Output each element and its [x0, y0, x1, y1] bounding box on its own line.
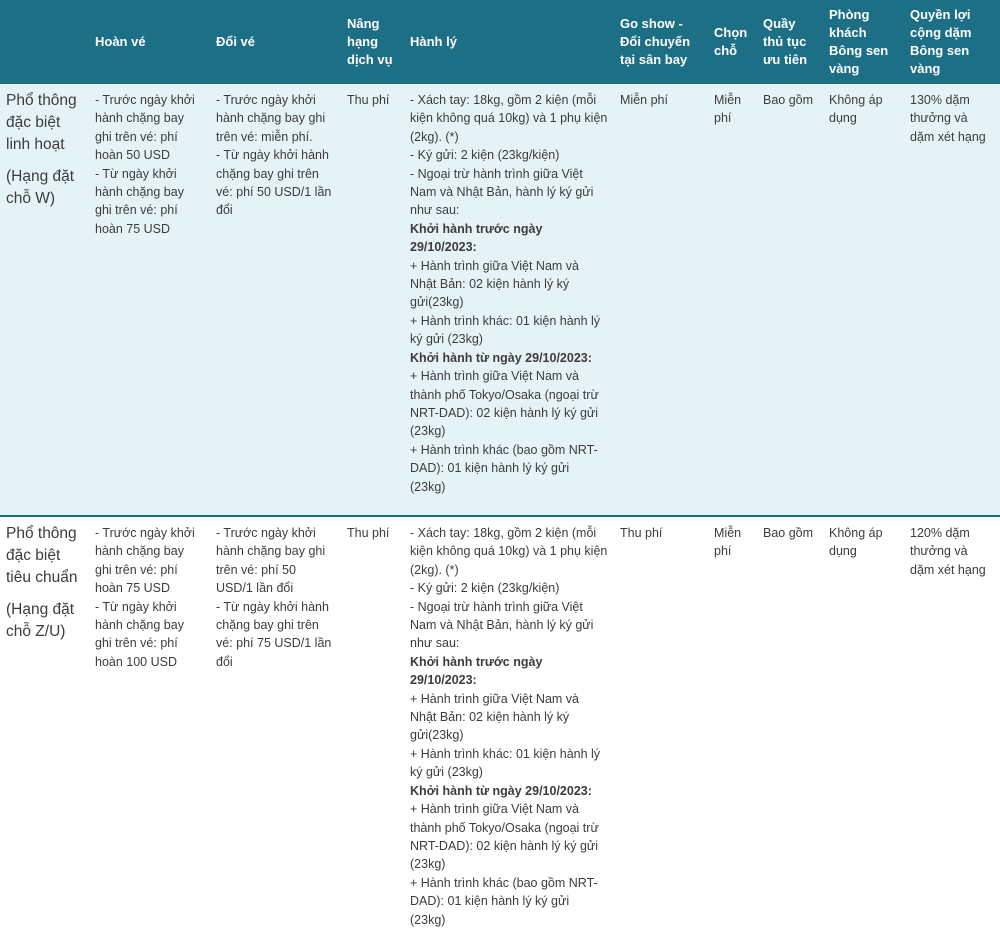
lounge-cell: Không áp dụng — [823, 84, 904, 516]
change-rule: - Từ ngày khởi hành chặng bay ghi trên vé: phí 50 USD/1 lần đổi — [216, 148, 332, 218]
baggage-exception: - Ngoại trừ hành trình giữa Việt Nam và Nhật Bản, hành lý ký gửi như sau: — [410, 599, 594, 651]
header-lounge: Phòng khách Bông sen vàng — [823, 0, 904, 84]
baggage-before-vn-jp: + Hành trình giữa Việt Nam và Nhật Bản: 02 kiện hành lý ký gửi(23kg) — [410, 691, 579, 743]
priority-cell: Bao gồm — [757, 84, 823, 516]
baggage-from-vn-city: + Hành trình giữa Việt Nam và thành phố Tokyo/Osaka (ngoại trừ NRT-DAD): 02 kiện hành lý ký gửi (23kg) — [410, 802, 599, 872]
baggage-before-vn-jp: + Hành trình giữa Việt Nam và Nhật Bản: 02 kiện hành lý ký gửi(23kg) — [410, 258, 579, 310]
refund-rule: - Trước ngày khởi hành chặng bay ghi trên vé: phí hoàn 75 USD — [95, 526, 195, 596]
header-miles: Quyền lợi cộng dặm Bông sen vàng — [904, 0, 1000, 84]
refund-rule: - Từ ngày khởi hành chặng bay ghi trên vé: phí hoàn 75 USD — [95, 166, 184, 236]
goshow-cell: Thu phí — [614, 516, 708, 936]
change-cell — [210, 516, 341, 936]
refund-cell — [89, 84, 210, 516]
baggage-before-title: Khởi hành trước ngày 29/10/2023: — [410, 221, 543, 255]
baggage-before-other: + Hành trình khác: 01 kiện hành lý ký gửi (23kg) — [410, 313, 601, 347]
fare-class-code: (Hạng đặt chỗ Z/U) — [6, 601, 75, 640]
table-row — [0, 516, 1000, 936]
change-rule: - Trước ngày khởi hành chặng bay ghi trên vé: phí 50 USD/1 lần đổi — [216, 526, 326, 596]
change-rule: - Trước ngày khởi hành chặng bay ghi trên vé: miễn phí. — [216, 93, 326, 144]
change-cell — [210, 84, 341, 516]
baggage-before-title: Khởi hành trước ngày 29/10/2023: — [410, 654, 543, 688]
baggage-exception: - Ngoại trừ hành trình giữa Việt Nam và Nhật Bản, hành lý ký gửi như sau: — [410, 166, 594, 218]
lounge-cell: Không áp dụng — [823, 516, 904, 936]
refund-cell — [89, 516, 210, 936]
miles-cell: 130% dặm thưởng và dặm xét hạng — [904, 84, 1000, 516]
fare-class-code: (Hạng đặt chỗ W) — [6, 168, 75, 207]
baggage-from-other: + Hành trình khác (bao gồm NRT-DAD): 01 kiện hành lý ký gửi (23kg) — [410, 442, 598, 494]
goshow-cell: Miễn phí — [614, 84, 708, 516]
seat-cell: Miễn phí — [708, 84, 757, 516]
header-seat: Chọn chỗ — [708, 0, 757, 84]
miles-cell: 120% dặm thưởng và dặm xét hạng — [904, 516, 1000, 936]
header-change: Đổi vé — [210, 0, 341, 84]
upgrade-cell: Thu phí — [341, 84, 404, 516]
baggage-before-other: + Hành trình khác: 01 kiện hành lý ký gửi (23kg) — [410, 746, 601, 780]
header-priority: Quầy thủ tục ưu tiên — [757, 0, 823, 84]
refund-rule: - Từ ngày khởi hành chặng bay ghi trên vé: phí hoàn 100 USD — [95, 599, 184, 669]
baggage-from-title: Khởi hành từ ngày 29/10/2023: — [410, 350, 592, 365]
baggage-hand: - Xách tay: 18kg, gồm 2 kiện (mỗi kiện không quá 10kg) và 1 phụ kiện (2kg). (*) — [410, 93, 608, 144]
baggage-from-title: Khởi hành từ ngày 29/10/2023: — [410, 783, 592, 798]
fare-class-cell — [0, 84, 89, 516]
priority-cell: Bao gồm — [757, 516, 823, 936]
baggage-from-other: + Hành trình khác (bao gồm NRT-DAD): 01 kiện hành lý ký gửi (23kg) — [410, 875, 598, 927]
baggage-hand: - Xách tay: 18kg, gồm 2 kiện (mỗi kiện không quá 10kg) và 1 phụ kiện (2kg). (*) — [410, 526, 608, 577]
baggage-checked: - Ký gửi: 2 kiện (23kg/kiện) — [410, 581, 560, 596]
table-row — [0, 84, 1000, 516]
baggage-checked: - Ký gửi: 2 kiện (23kg/kiện) — [410, 148, 560, 163]
seat-cell: Miễn phí — [708, 516, 757, 936]
baggage-cell — [404, 84, 614, 516]
header-refund: Hoàn vé — [89, 0, 210, 84]
baggage-from-vn-city: + Hành trình giữa Việt Nam và thành phố Tokyo/Osaka (ngoại trừ NRT-DAD): 02 kiện hành lý ký gửi (23kg) — [410, 369, 599, 439]
fare-class-name: Phổ thông đặc biệt linh hoạt — [6, 92, 77, 153]
header-upgrade: Nâng hạng dịch vụ — [341, 0, 404, 84]
upgrade-cell: Thu phí — [341, 516, 404, 936]
header-baggage: Hành lý — [404, 0, 614, 84]
fare-class-cell — [0, 516, 89, 936]
change-rule: - Từ ngày khởi hành chặng bay ghi trên vé: phí 75 USD/1 lần đổi — [216, 599, 332, 669]
refund-rule: - Trước ngày khởi hành chặng bay ghi trên vé: phí hoàn 50 USD — [95, 93, 195, 163]
header-class — [0, 0, 89, 84]
baggage-cell — [404, 516, 614, 936]
fare-class-name: Phổ thông đặc biệt tiêu chuẩn — [6, 525, 78, 586]
table-header-row — [0, 0, 1000, 84]
header-goshow: Go show - Đổi chuyến tại sân bay — [614, 0, 708, 84]
